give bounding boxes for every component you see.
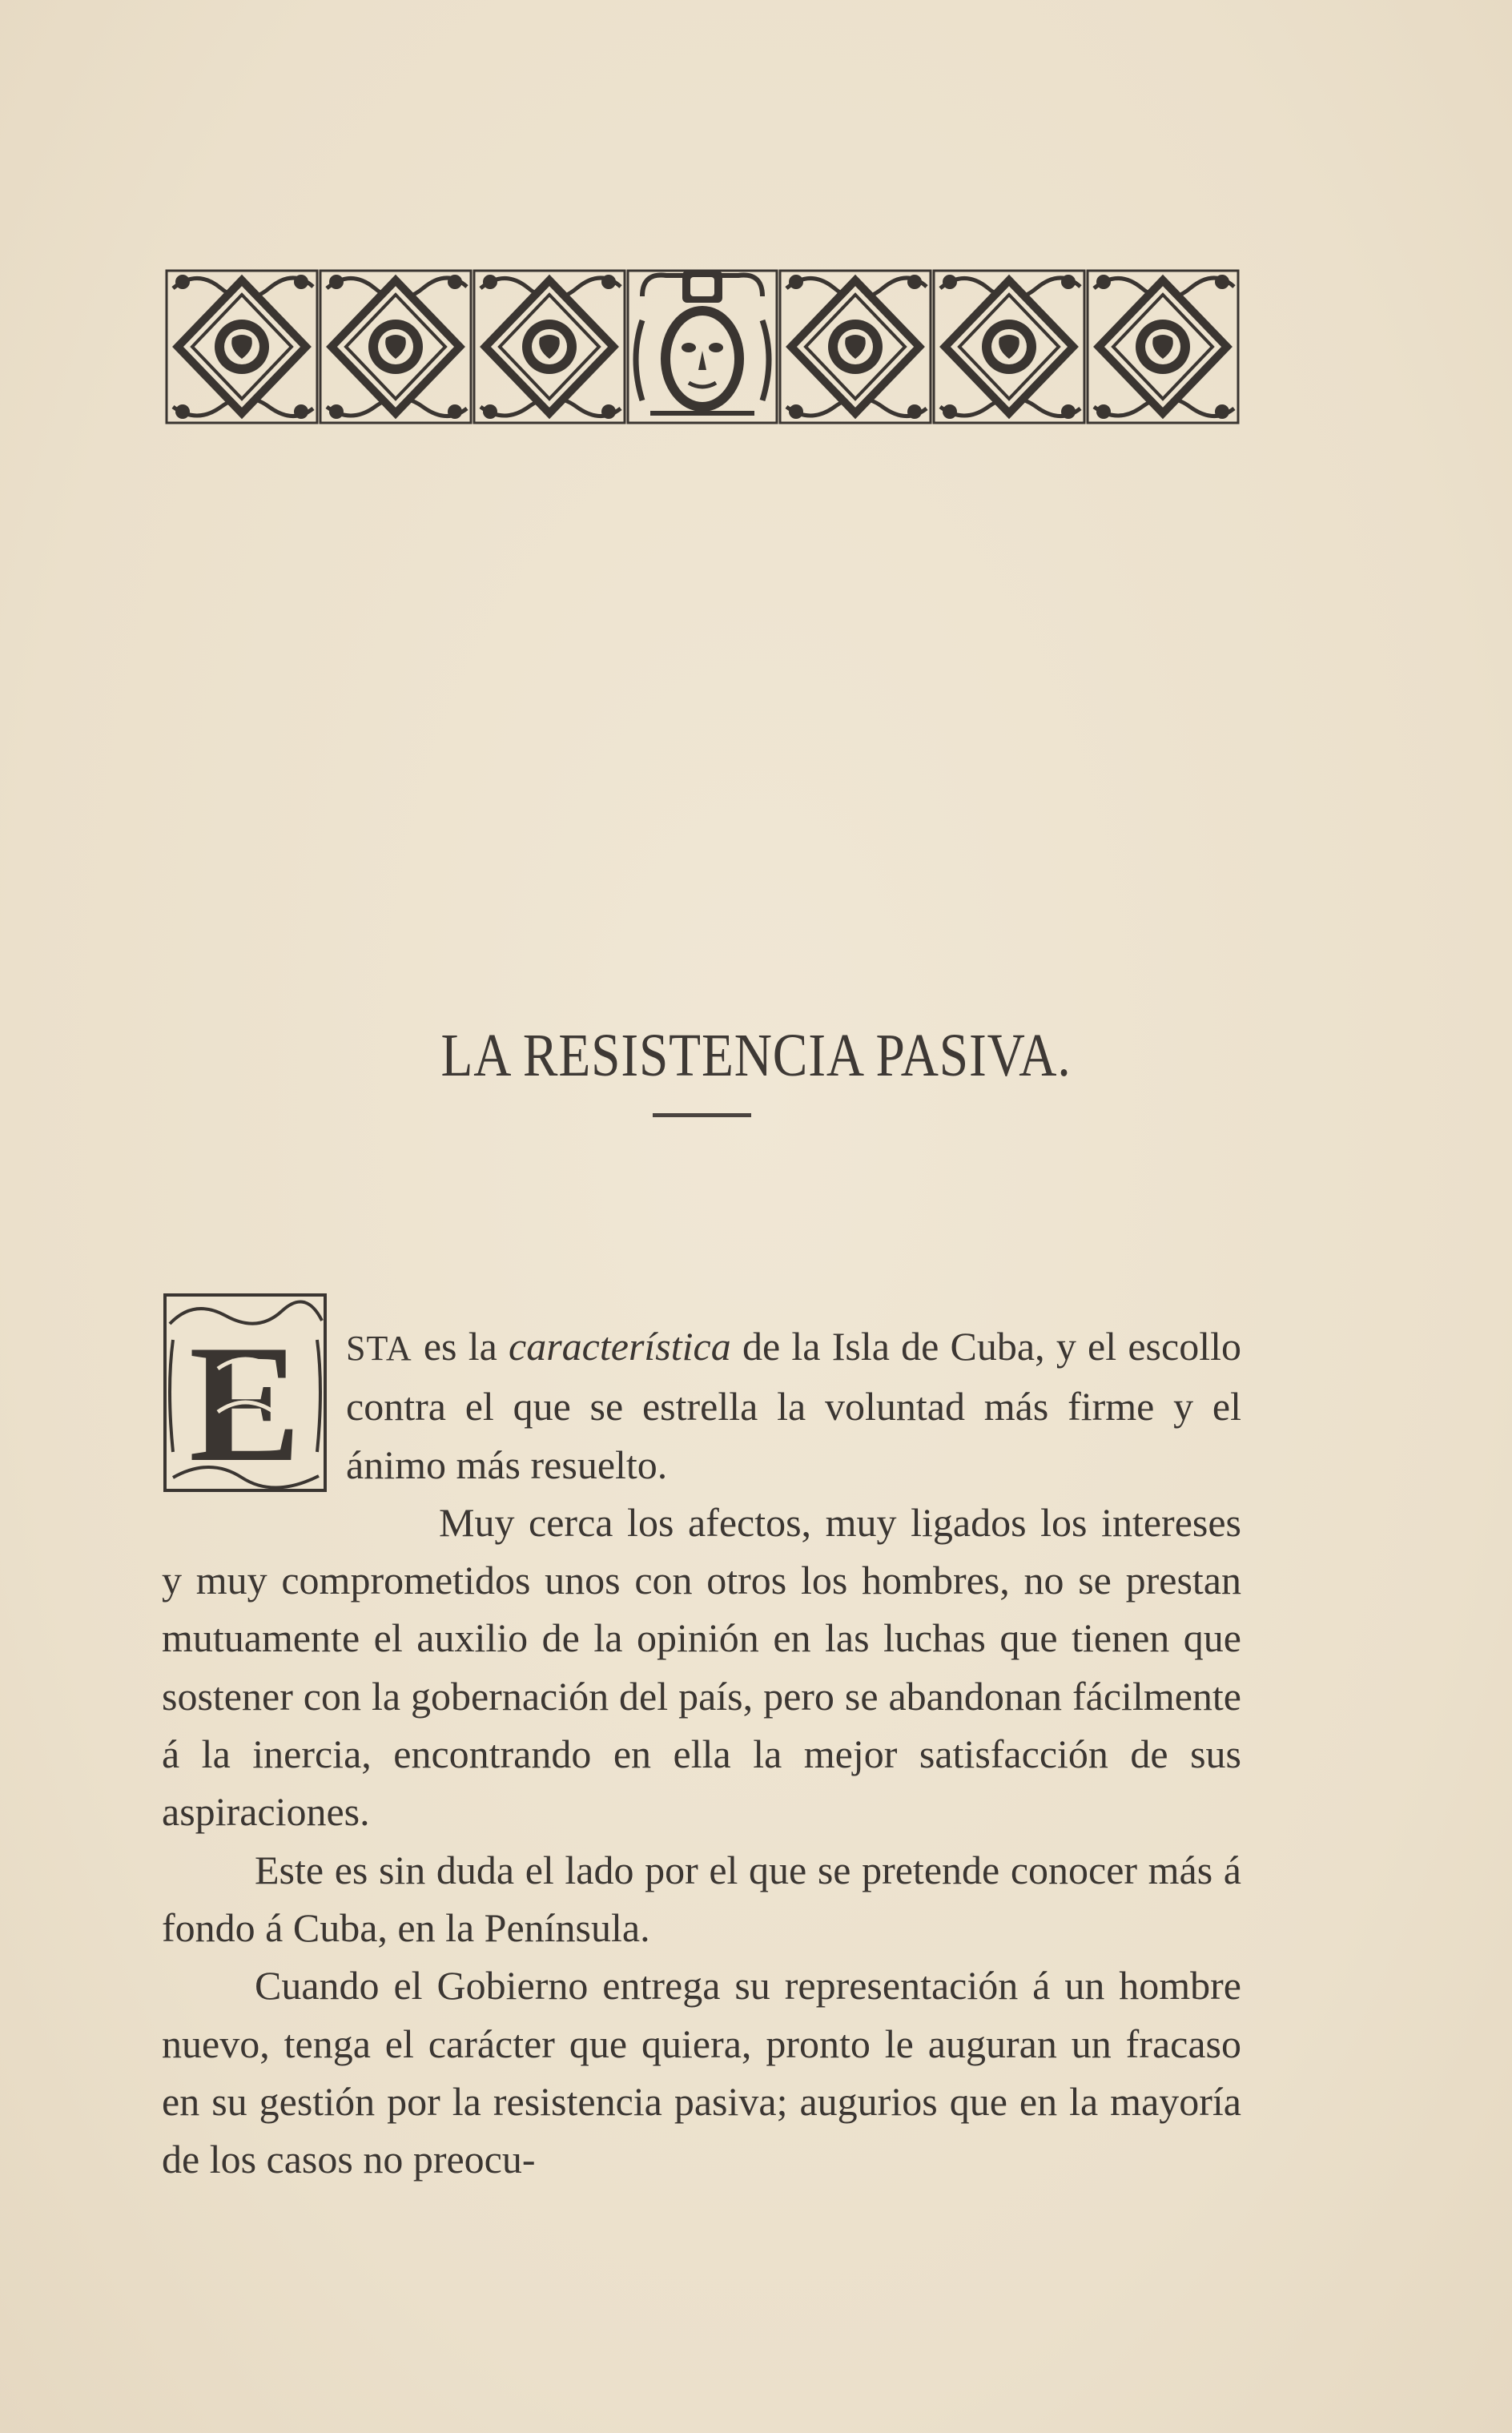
ornamental-header-border: [165, 264, 1240, 428]
diamond-medallion-ornament-3: [472, 264, 626, 428]
diamond-medallion-ornament-6: [932, 264, 1086, 428]
body-text: [162, 1311, 1241, 2188]
diamond-medallion-ornament-5: [778, 264, 932, 428]
decorated-initial-e: [162, 1292, 328, 1494]
paragraph-1-emphasis: característica: [509, 1324, 731, 1369]
mask-cartouche-ornament: [626, 264, 778, 428]
paragraph-1-text-a: es la: [412, 1324, 509, 1369]
paragraph-1-text-b: de la Isla de Cuba, y el escollo contra el que se estrella la voluntad más firme y el ánimo más resuelto.: [346, 1324, 1241, 1487]
title-rule-divider: [653, 1113, 751, 1117]
paragraph-2: Muy cerca los afectos, muy ligados los intereses y muy comprometidos unos con otros los hombres, no se prestan mutuamente el auxilio de la opinión en las luchas que tienen que sostener con la gobernación del país, pero se abandonan fácilmente á la inercia, encontrando en ella la mejor satisfacción de sus aspiraciones.: [162, 1499, 1241, 1835]
initial-small-caps: STA: [346, 1329, 412, 1368]
diamond-medallion-ornament-2: [319, 264, 472, 428]
chapter-title: LA RESISTENCIA PASIVA.: [440, 1022, 1072, 1089]
paragraph-4: Cuando el Gobierno entrega su representación á un hombre nuevo, tenga el carácter que quiera, pronto le auguran un fracaso en su gestión por la resistencia pasiva; augurios que en la mayoría de los casos no preocu-: [162, 1963, 1241, 2182]
diamond-medallion-ornament-1: [165, 264, 319, 428]
paragraph-1: [162, 1311, 1241, 1494]
svg-text:E: E: [188, 1311, 302, 1494]
diamond-medallion-ornament-7: [1086, 264, 1240, 428]
paragraph-3: Este es sin duda el lado por el que se pretende conocer más á fondo á Cuba, en la Península.: [162, 1847, 1241, 1950]
